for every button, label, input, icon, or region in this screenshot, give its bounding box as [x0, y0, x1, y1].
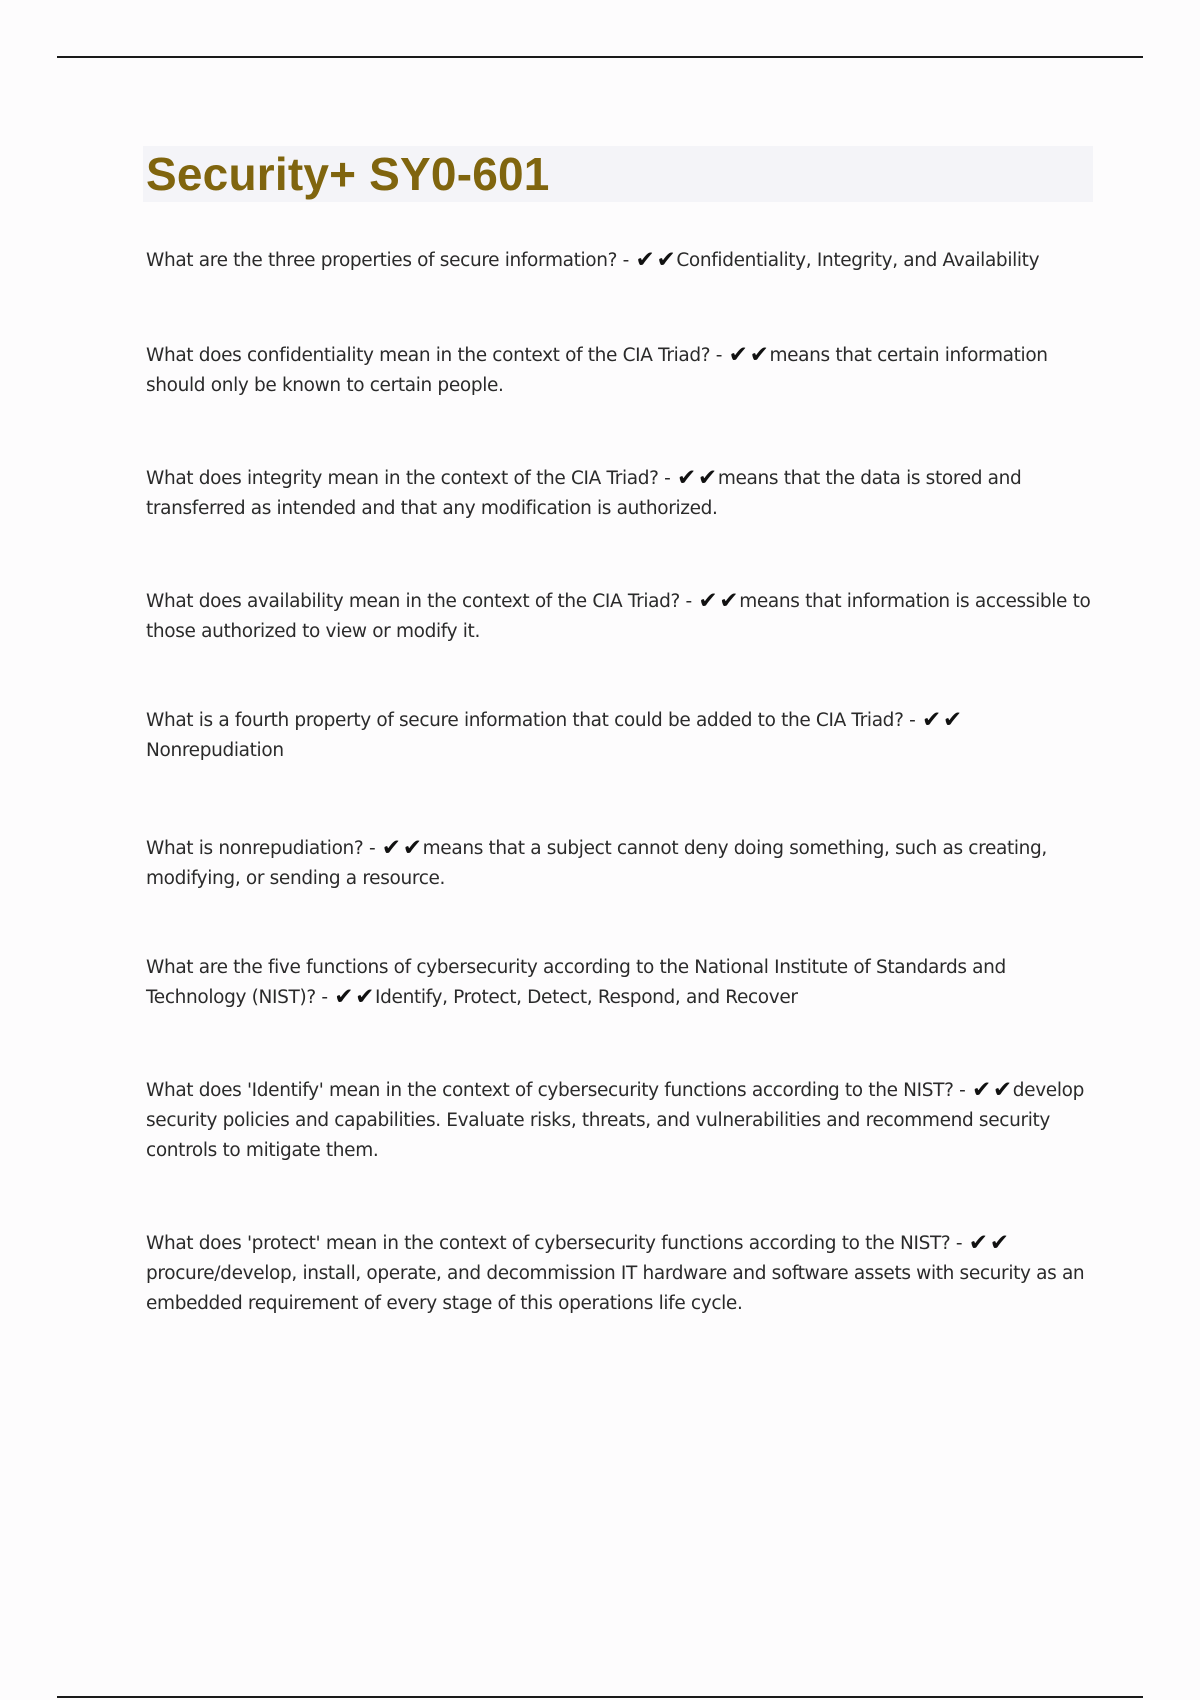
qa-item-2 — [146, 341, 1096, 401]
question-text: What does integrity mean in the context of the CIA Triad? — [146, 468, 659, 489]
separator: - — [685, 591, 692, 612]
qa-item-7 — [146, 953, 1096, 1013]
answer-text: Confidentiality, Integrity, and Availability — [676, 250, 1040, 271]
qa-item-9 — [146, 1229, 1096, 1319]
check-mark-icon: ✔ — [656, 247, 676, 273]
check-mark-icon: ✔ — [355, 984, 375, 1010]
check-mark-icon: ✔ — [989, 1230, 1009, 1256]
qa-item-4 — [146, 587, 1096, 647]
check-mark-icon: ✔ — [635, 247, 655, 273]
check-mark-icon: ✔ — [749, 342, 769, 368]
check-mark-icon: ✔ — [402, 835, 422, 861]
qa-item-5 — [146, 706, 1096, 766]
check-mark-icon: ✔ — [381, 835, 401, 861]
question-text: What does 'protect' mean in the context of cybersecurity functions according to the NIST? — [146, 1233, 951, 1254]
qa-item-1 — [146, 246, 1096, 276]
check-mark-icon: ✔ — [968, 1230, 988, 1256]
footer-rule — [57, 1696, 1143, 1698]
question-text: What does 'Identify' mean in the context of cybersecurity functions according to the NIST? — [146, 1080, 954, 1101]
qa-item-3 — [146, 464, 1096, 524]
separator: - — [368, 838, 376, 859]
separator: - — [955, 1233, 963, 1254]
separator: - — [664, 468, 671, 489]
question-text: What are the five functions of cybersecurity according to the National Institute of Standards and Technology (NIST)? — [146, 957, 1006, 1008]
qa-item-8 — [146, 1076, 1096, 1166]
answer-text: means that a subject cannot deny doing something, such as creating, modifying, or sending a resource. — [146, 838, 1047, 889]
answer-text: develop security policies and capabilities. Evaluate risks, threats, and vulnerabilities and recommend security controls to mitigate them. — [146, 1080, 1084, 1161]
check-mark-icon: ✔ — [942, 707, 962, 733]
answer-text: Nonrepudiation — [146, 740, 284, 761]
check-mark-icon: ✔ — [697, 465, 717, 491]
check-mark-icon: ✔ — [971, 1077, 991, 1103]
separator: - — [909, 710, 916, 731]
qa-item-6 — [146, 834, 1096, 894]
check-mark-icon: ✔ — [728, 342, 748, 368]
check-mark-icon: ✔ — [677, 465, 696, 491]
separator: - — [715, 345, 723, 366]
separator: - — [622, 250, 629, 271]
question-text: What is nonrepudiation? — [146, 838, 364, 859]
check-mark-icon: ✔ — [992, 1077, 1012, 1103]
answer-text: means that the data is stored and transferred as intended and that any modification is authorized. — [146, 468, 1022, 519]
check-mark-icon: ✔ — [698, 588, 718, 614]
question-text: What are the three properties of secure information? — [146, 250, 618, 271]
separator: - — [321, 987, 328, 1008]
question-text: What is a fourth property of secure information that could be added to the CIA Triad? — [146, 710, 904, 731]
answer-text: means that certain information should only be known to certain people. — [146, 345, 1048, 396]
answer-text: procure/develop, install, operate, and decommission IT hardware and software assets with security as an embedded requirement of every stage of this operations life cycle. — [146, 1263, 1085, 1314]
check-mark-icon: ✔ — [719, 588, 739, 614]
question-text: What does availability mean in the context of the CIA Triad? — [146, 591, 680, 612]
check-mark-icon: ✔ — [921, 707, 941, 733]
header-rule — [57, 56, 1143, 58]
document-title: Security+ SY0-601 — [146, 148, 550, 200]
check-mark-icon: ✔ — [334, 984, 354, 1010]
answer-text: Identify, Protect, Detect, Respond, and Recover — [375, 987, 798, 1008]
answer-text: means that information is accessible to those authorized to view or modify it. — [146, 591, 1091, 642]
separator: - — [959, 1080, 966, 1101]
question-text: What does confidentiality mean in the context of the CIA Triad? — [146, 345, 711, 366]
